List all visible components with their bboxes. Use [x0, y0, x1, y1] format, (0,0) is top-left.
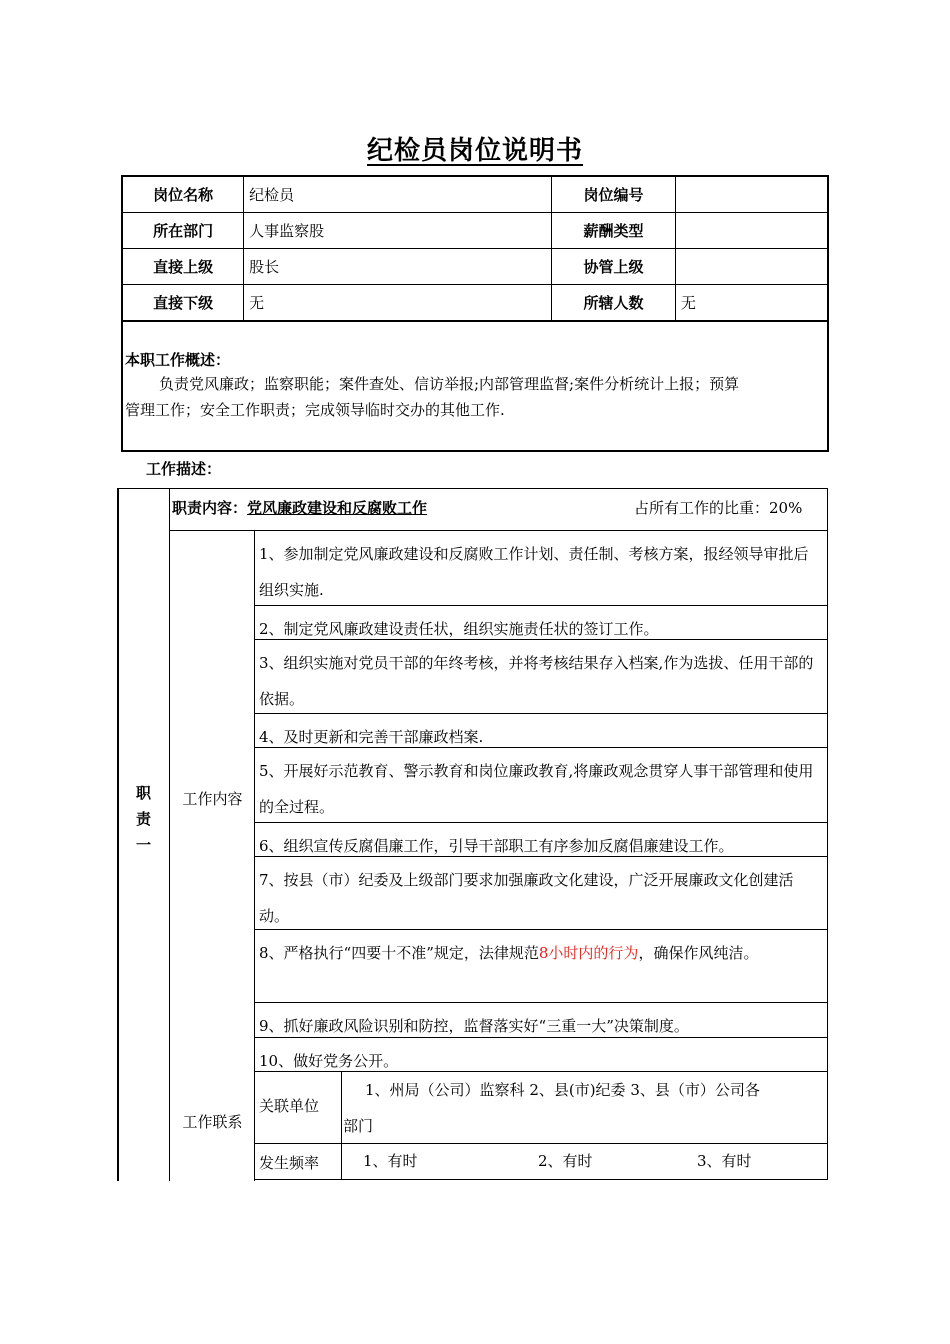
- duty-header-row: [170, 488, 828, 531]
- list-item: 10、做好党务公开。: [255, 1038, 828, 1072]
- info-label: 薪酬类型: [552, 213, 676, 249]
- info-value: [675, 249, 828, 285]
- info-value: 股长: [244, 249, 552, 285]
- frequency-value: 2、有时: [538, 1152, 593, 1170]
- frequency-row: [255, 1144, 827, 1180]
- list-item: 4、及时更新和完善干部廉政档案.: [255, 714, 828, 748]
- summary-line-1: 负责党风廉政；监察职能；案件查处、信访举报;内部管理监督;案件分析统计上报；预算: [159, 375, 740, 393]
- info-label: 所辖人数: [552, 285, 676, 322]
- work-description-label: 工作描述：: [146, 460, 222, 478]
- highlighted-text: 8小时内的行为: [538, 944, 639, 962]
- related-units-line-2: 部门: [343, 1117, 374, 1135]
- info-label: 直接下级: [122, 285, 244, 322]
- list-item: [255, 930, 828, 1003]
- duty-side-char: 职: [135, 784, 151, 802]
- info-value: 纪检员: [244, 176, 552, 213]
- list-item: 5、开展好示范教育、警示教育和岗位廉政教育,将廉政观念贯穿人事干部管理和使用的全过程。: [255, 748, 828, 823]
- info-label: 所在部门: [122, 213, 244, 249]
- list-item: 2、制定党风廉政建设责任状，组织实施责任状的签订工作。: [255, 606, 828, 640]
- list-item: 1、参加制定党风廉政建设和反腐败工作计划、责任制、考核方案，报经领导审批后组织实施.: [255, 531, 828, 606]
- document-title: 纪检员岗位说明书: [366, 136, 583, 166]
- work-contact-label: 工作联系: [182, 1113, 243, 1131]
- info-row: [122, 213, 828, 249]
- list-item: 7、按县（市）纪委及上级部门要求加强廉政文化建设，广泛开展廉政文化创建活动。: [255, 857, 828, 930]
- duty-side-label: [117, 488, 170, 1181]
- work-contact-table: [255, 1072, 828, 1180]
- info-value: 人事监察股: [244, 213, 552, 249]
- frequency-value: 3、有时: [697, 1152, 752, 1170]
- info-row: [122, 176, 828, 213]
- job-info-table: [121, 175, 829, 322]
- related-units-label-cell: [255, 1072, 342, 1143]
- job-summary-box: [121, 321, 829, 452]
- work-contact-label-cell: [170, 1072, 255, 1181]
- info-value: 无: [244, 285, 552, 322]
- info-label: 岗位编号: [552, 176, 676, 213]
- list-item: 6、组织宣传反腐倡廉工作，引导干部职工有序参加反腐倡廉建设工作。: [255, 823, 828, 857]
- frequency-label-cell: [255, 1144, 342, 1180]
- item-text: 8、严格执行“四要十不准”规定，法律规范: [259, 944, 539, 962]
- item-text: ，确保作风纯洁。: [638, 944, 759, 962]
- duty-content-title: 党风廉政建设和反腐败工作: [247, 499, 428, 517]
- work-content-label: 工作内容: [182, 790, 243, 808]
- list-item: 9、抓好廉政风险识别和防控，监督落实好“三重一大”决策制度。: [255, 1003, 828, 1038]
- related-units-row: [255, 1072, 827, 1144]
- list-item: 3、组织实施对党员干部的年终考核，并将考核结果存入档案,作为选拔、任用干部的依据。: [255, 640, 828, 714]
- frequency-value: 1、有时: [363, 1152, 418, 1170]
- info-row: [122, 285, 828, 322]
- work-content-list: [255, 531, 828, 1072]
- related-units-line-1: 1、州局（公司）监察科 2、县(市)纪委 3、县（市）公司各: [365, 1081, 760, 1099]
- info-value: 无: [675, 285, 828, 322]
- info-value: [675, 213, 828, 249]
- frequency-label: 发生频率: [259, 1154, 320, 1172]
- info-value: [675, 176, 828, 213]
- summary-body: [125, 371, 827, 423]
- duty-side-char: 责: [135, 810, 151, 828]
- work-content-label-cell: [170, 531, 255, 1072]
- related-units-value: [345, 1072, 823, 1144]
- info-label: 岗位名称: [122, 176, 244, 213]
- summary-label: 本职工作概述：: [125, 351, 231, 369]
- info-row: [122, 249, 828, 285]
- summary-line-2: 管理工作；安全工作职责；完成领导临时交办的其他工作.: [125, 401, 505, 419]
- duty-side-char: 一: [135, 836, 151, 854]
- duty-ratio: 占所有工作的比重：20%: [634, 499, 803, 517]
- info-label: 协管上级: [552, 249, 676, 285]
- duty-content-heading: [172, 497, 427, 518]
- info-label: 直接上级: [122, 249, 244, 285]
- related-units-label: 关联单位: [259, 1097, 320, 1115]
- duty-content-prefix: 职责内容：: [172, 499, 248, 517]
